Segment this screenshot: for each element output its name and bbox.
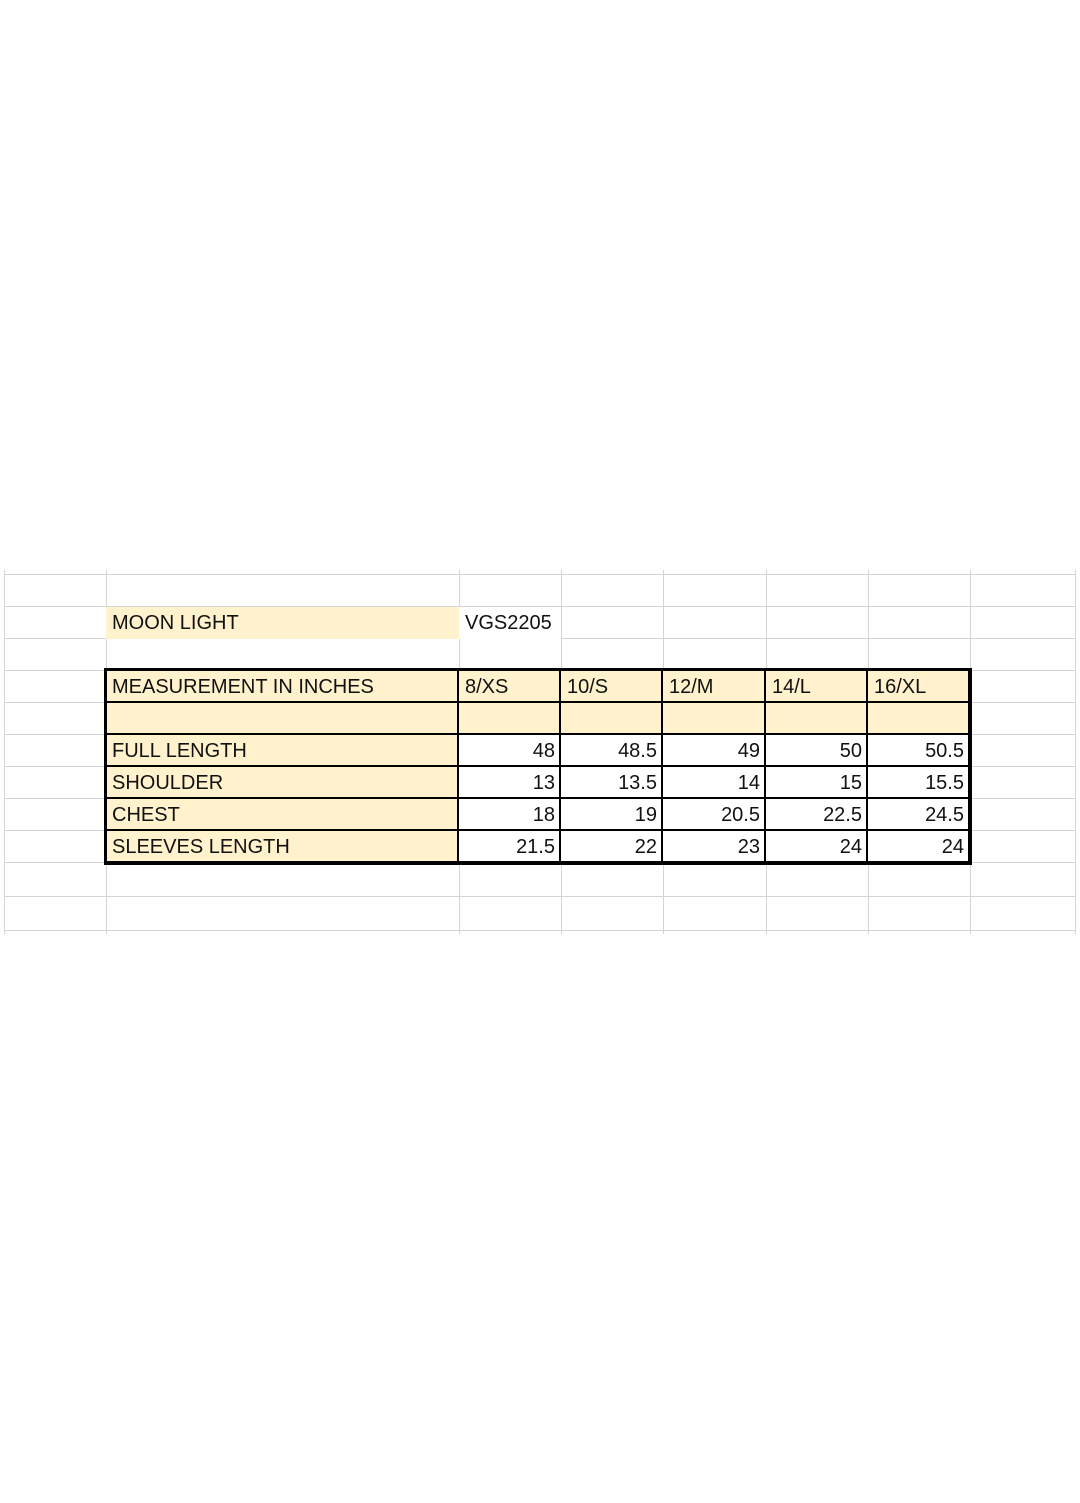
- measurement-value: 13.5: [561, 767, 663, 799]
- size-header-2: 10/S: [561, 671, 663, 703]
- empty-header-cell: [106, 703, 459, 735]
- measurement-label: CHEST: [106, 799, 459, 831]
- gridline: [4, 896, 1076, 897]
- measurement-value: 20.5: [663, 799, 766, 831]
- gridline: [4, 574, 1076, 575]
- product-name: MOON LIGHT: [106, 607, 459, 639]
- measurement-value: 21.5: [459, 831, 561, 863]
- empty-header-cell: [766, 703, 868, 735]
- table-header-label: MEASUREMENT IN INCHES: [106, 671, 459, 703]
- measurement-value: 22.5: [766, 799, 868, 831]
- empty-header-cell: [663, 703, 766, 735]
- measurement-value: 13: [459, 767, 561, 799]
- measurement-value: 23: [663, 831, 766, 863]
- empty-header-cell: [459, 703, 561, 735]
- gridline: [1075, 570, 1076, 934]
- measurement-value: 18: [459, 799, 561, 831]
- measurement-value: 22: [561, 831, 663, 863]
- size-header-4: 14/L: [766, 671, 868, 703]
- measurement-value: 48: [459, 735, 561, 767]
- measurement-label: FULL LENGTH: [106, 735, 459, 767]
- measurement-value: 19: [561, 799, 663, 831]
- measurement-label: SLEEVES LENGTH: [106, 831, 459, 863]
- measurement-value: 50.5: [868, 735, 970, 767]
- measurement-value: 50: [766, 735, 868, 767]
- empty-header-cell: [561, 703, 663, 735]
- size-header-5: 16/XL: [868, 671, 970, 703]
- measurement-value: 24: [766, 831, 868, 863]
- gridline: [4, 570, 5, 934]
- measurement-value: 24: [868, 831, 970, 863]
- measurement-label: SHOULDER: [106, 767, 459, 799]
- measurement-value: 48.5: [561, 735, 663, 767]
- measurement-value: 14: [663, 767, 766, 799]
- gridline: [970, 570, 971, 934]
- product-code: VGS2205: [459, 607, 561, 639]
- size-header-3: 12/M: [663, 671, 766, 703]
- measurement-value: 15: [766, 767, 868, 799]
- gridline: [4, 930, 1076, 931]
- measurement-value: 49: [663, 735, 766, 767]
- measurement-value: 15.5: [868, 767, 970, 799]
- size-header-1: 8/XS: [459, 671, 561, 703]
- measurement-value: 24.5: [868, 799, 970, 831]
- empty-header-cell: [868, 703, 970, 735]
